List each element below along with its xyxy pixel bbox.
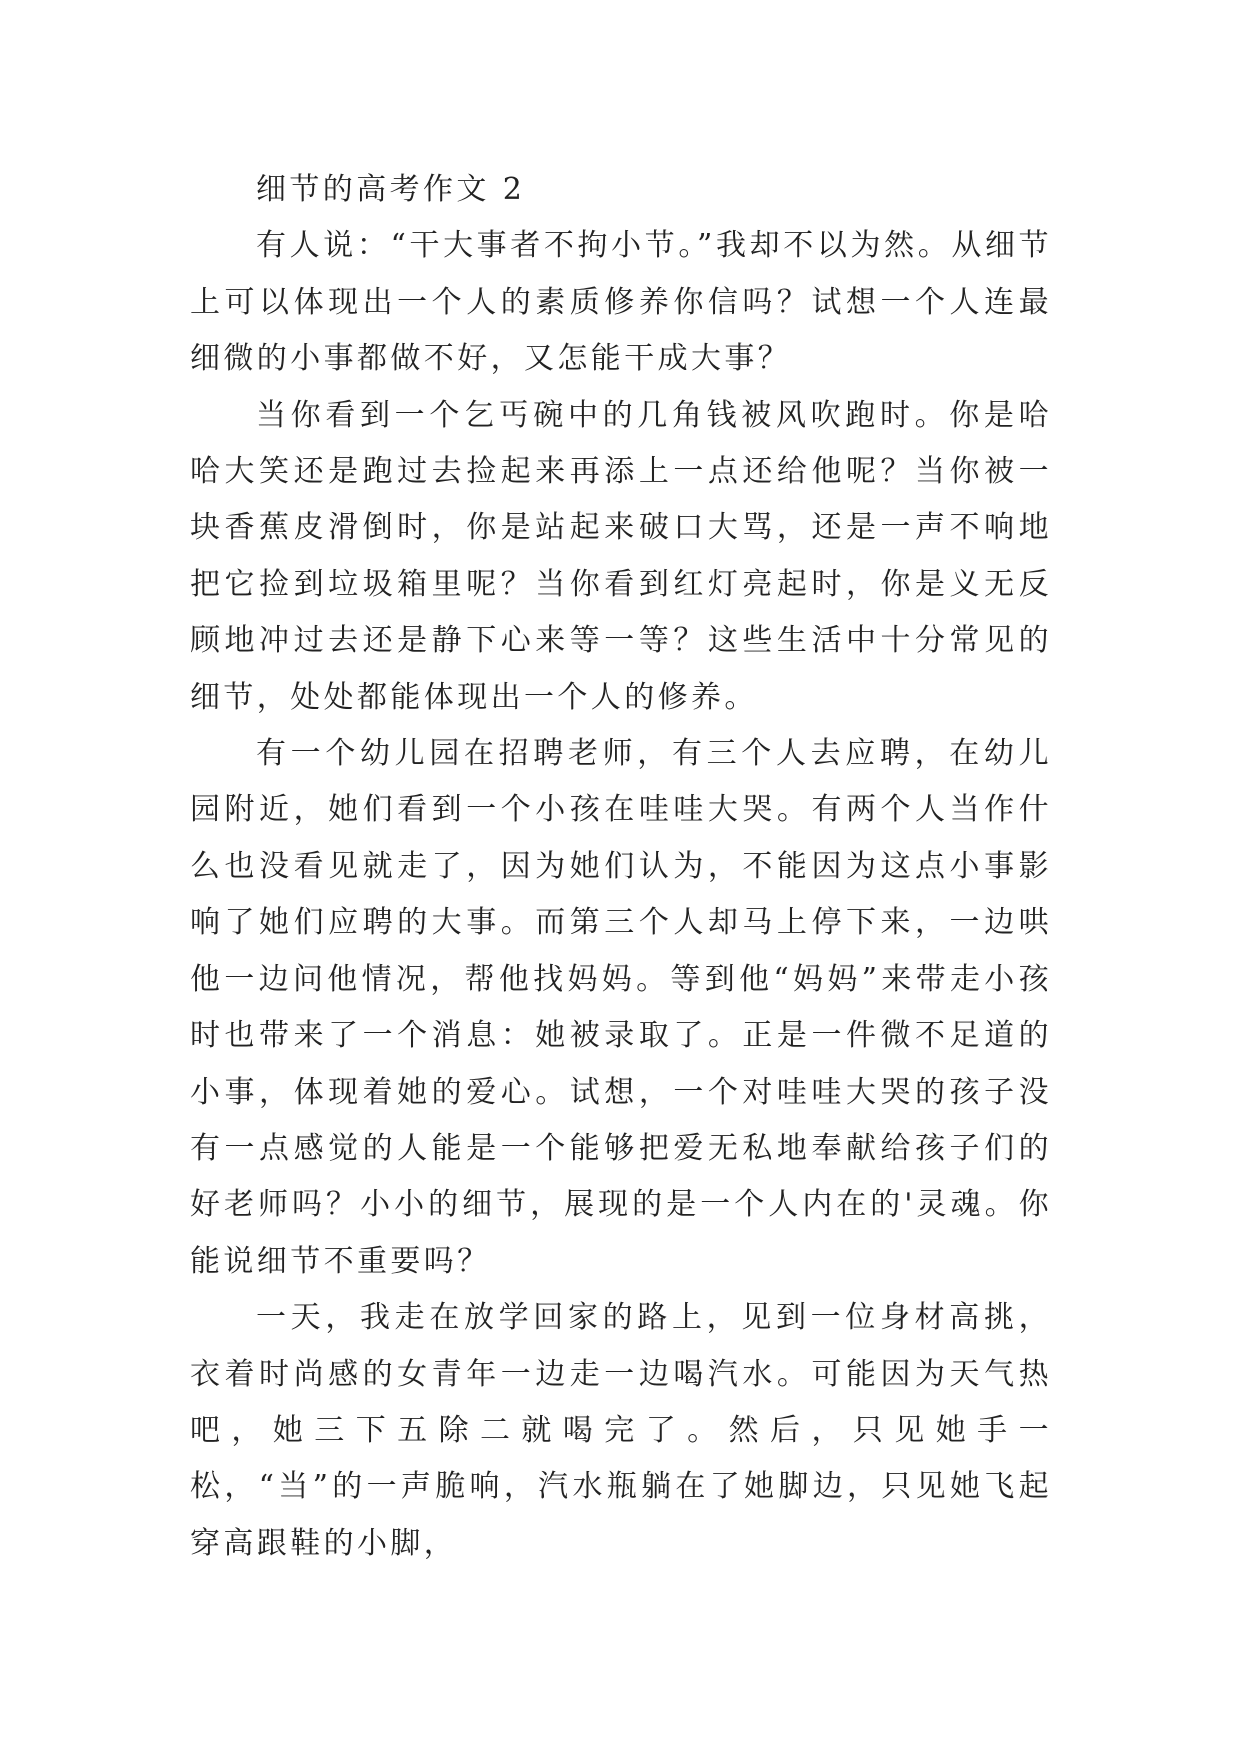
document-body (190, 162, 1052, 1572)
paragraph-4: 一天，我走在放学回家的路上，见到一位身材高挑，衣着时尚感的女青年一边走一边喝汽水。可能因为天气热吧，她三下五除二就喝完了。然后，只见她手一松，“当”的一声脆响，汽水瓶躺在了她脚边，只见她飞起穿高跟鞋的小脚， (190, 1300, 1052, 1561)
paragraph-3: 有一个幼儿园在招聘老师，有三个人去应聘，在幼儿园附近，她们看到一个小孩在哇哇大哭。有两个人当作什么也没看见就走了，因为她们认为，不能因为这点小事影响了她们应聘的大事。而第三个人却马上停下来，一边哄他一边问他情况，帮他找妈妈。等到他“妈妈”来带走小孩时也带来了一个消息：她被录取了。正是一件微不足道的小事，体现着她的爱心。试想，一个对哇哇大哭的孩子没有一点感觉的人能是一个能够把爱无私地奉献给孩子们的好老师吗？小小的细节，展现的是一个人内在的'灵魂。你能说细节不重要吗？ (190, 736, 1052, 1279)
paragraph-1: 有人说：“干大事者不拘小节。”我却不以为然。从细节上可以体现出一个人的素质修养你信吗？试想一个人连最细微的小事都做不好，又怎能干成大事？ (190, 228, 1052, 377)
paragraph-2: 当你看到一个乞丐碗中的几角钱被风吹跑时。你是哈哈大笑还是跑过去捡起来再添上一点还给他呢？当你被一块香蕉皮滑倒时，你是站起来破口大骂，还是一声不响地把它捡到垃圾箱里呢？当你看到红灯亮起时，你是义无反顾地冲过去还是静下心来等一等？这些生活中十分常见的细节，处处都能体现出一个人的修养。 (190, 397, 1052, 715)
essay-title: 细节的高考作文 2 (256, 172, 526, 207)
